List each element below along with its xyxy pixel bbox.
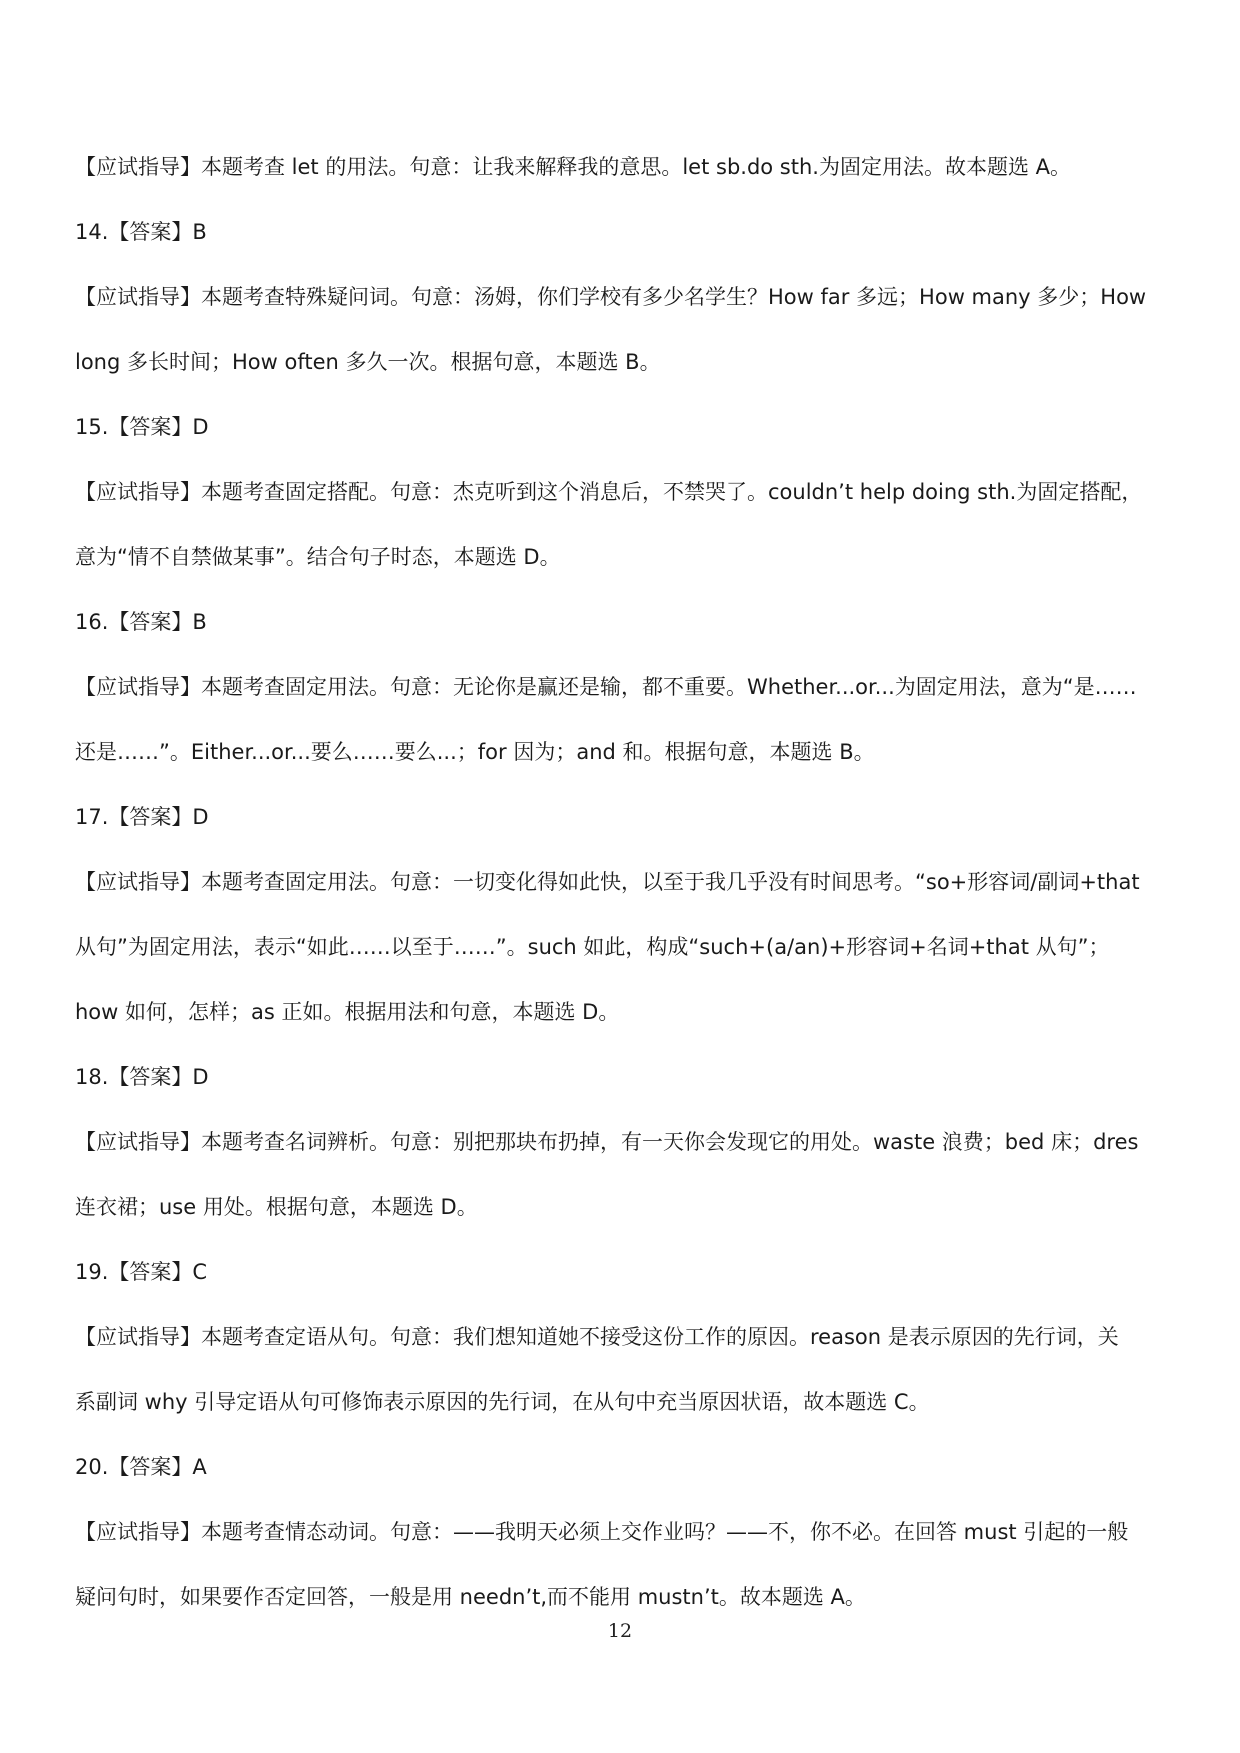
guide-text-line: 【应试指导】本题考查特殊疑问词。句意：汤姆，你们学校有多少名学生？How far 多远；How many 多少；How: [75, 285, 1147, 309]
guide-text-line: 还是……”。Either...or...要么……要么...；for 因为；and 和。根据句意，本题选 B。: [75, 740, 875, 764]
guide-text-line: long 多长时间；How often 多久一次。根据句意，本题选 B。: [75, 350, 661, 374]
answer-line: [75, 395, 1170, 460]
answer-label: 19.【答案】: [75, 1260, 193, 1284]
guide-text-line: how 如何，怎样；as 正如。根据用法和句意，本题选 D。: [75, 1000, 620, 1024]
answer-value: B: [192, 610, 207, 634]
page-number: 12: [607, 1620, 633, 1642]
guide-text-line: 疑问句时，如果要作否定回答，一般是用 needn’t,而不能用 mustn’t。故本题选 A。: [75, 1585, 866, 1609]
guide-text-line: 【应试指导】本题考查名词辨析。句意：别把那块布扔掉，有一天你会发现它的用处。waste 浪费；bed 床；dres: [75, 1130, 1139, 1154]
answer-value: D: [192, 415, 209, 439]
answer-value: A: [192, 1455, 207, 1479]
guide-text-line: 意为“情不自禁做某事”。结合句子时态，本题选 D。: [75, 545, 561, 569]
answer-label: 15.【答案】: [75, 415, 193, 439]
answer-label: 14.【答案】: [75, 220, 193, 244]
answer-line: [75, 200, 1170, 265]
text-lines: [75, 135, 1170, 1630]
guide-text-line: 从句”为固定用法，表示“如此……以至于……”。such 如此，构成“such+(a/an)+形容词+名词+that 从句”；: [75, 935, 1110, 959]
answer-value: C: [192, 1260, 208, 1284]
guide-text-line: 【应试指导】本题考查情态动词。句意：——我明天必须上交作业吗？——不，你不必。在回答 must 引起的一般: [75, 1520, 1129, 1544]
guide-text-line: 系副词 why 引导定语从句可修饰表示原因的先行词，在从句中充当原因状语，故本题选 C。: [75, 1390, 930, 1414]
document-body: [75, 135, 1170, 1630]
answer-line: [75, 1435, 1170, 1500]
answer-value: D: [192, 805, 209, 829]
answer-label: 20.【答案】: [75, 1455, 193, 1479]
answer-label: 17.【答案】: [75, 805, 193, 829]
answer-line: [75, 590, 1170, 655]
answer-value: D: [192, 1065, 209, 1089]
answer-label: 16.【答案】: [75, 610, 193, 634]
answer-value: B: [192, 220, 207, 244]
guide-text-line: 【应试指导】本题考查固定用法。句意：一切变化得如此快，以至于我几乎没有时间思考。“so+形容词/副词+that: [75, 870, 1140, 894]
answer-line: [75, 1240, 1170, 1305]
guide-text-line: 【应试指导】本题考查固定用法。句意：无论你是赢还是输，都不重要。Whether...or...为固定用法，意为“是……: [75, 675, 1137, 699]
guide-text-line: 【应试指导】本题考查固定搭配。句意：杰克听到这个消息后，不禁哭了。couldn’t help doing sth.为固定搭配，: [75, 480, 1143, 504]
answer-label: 18.【答案】: [75, 1065, 193, 1089]
guide-text-line: 连衣裙；use 用处。根据句意，本题选 D。: [75, 1195, 478, 1219]
guide-text-line: 【应试指导】本题考查定语从句。句意：我们想知道她不接受这份工作的原因。reason 是表示原因的先行词，关: [75, 1325, 1119, 1349]
answer-line: [75, 785, 1170, 850]
guide-text-line: 【应试指导】本题考查 let 的用法。句意：让我来解释我的意思。let sb.do sth.为固定用法。故本题选 A。: [75, 155, 1071, 179]
answer-line: [75, 1045, 1170, 1110]
